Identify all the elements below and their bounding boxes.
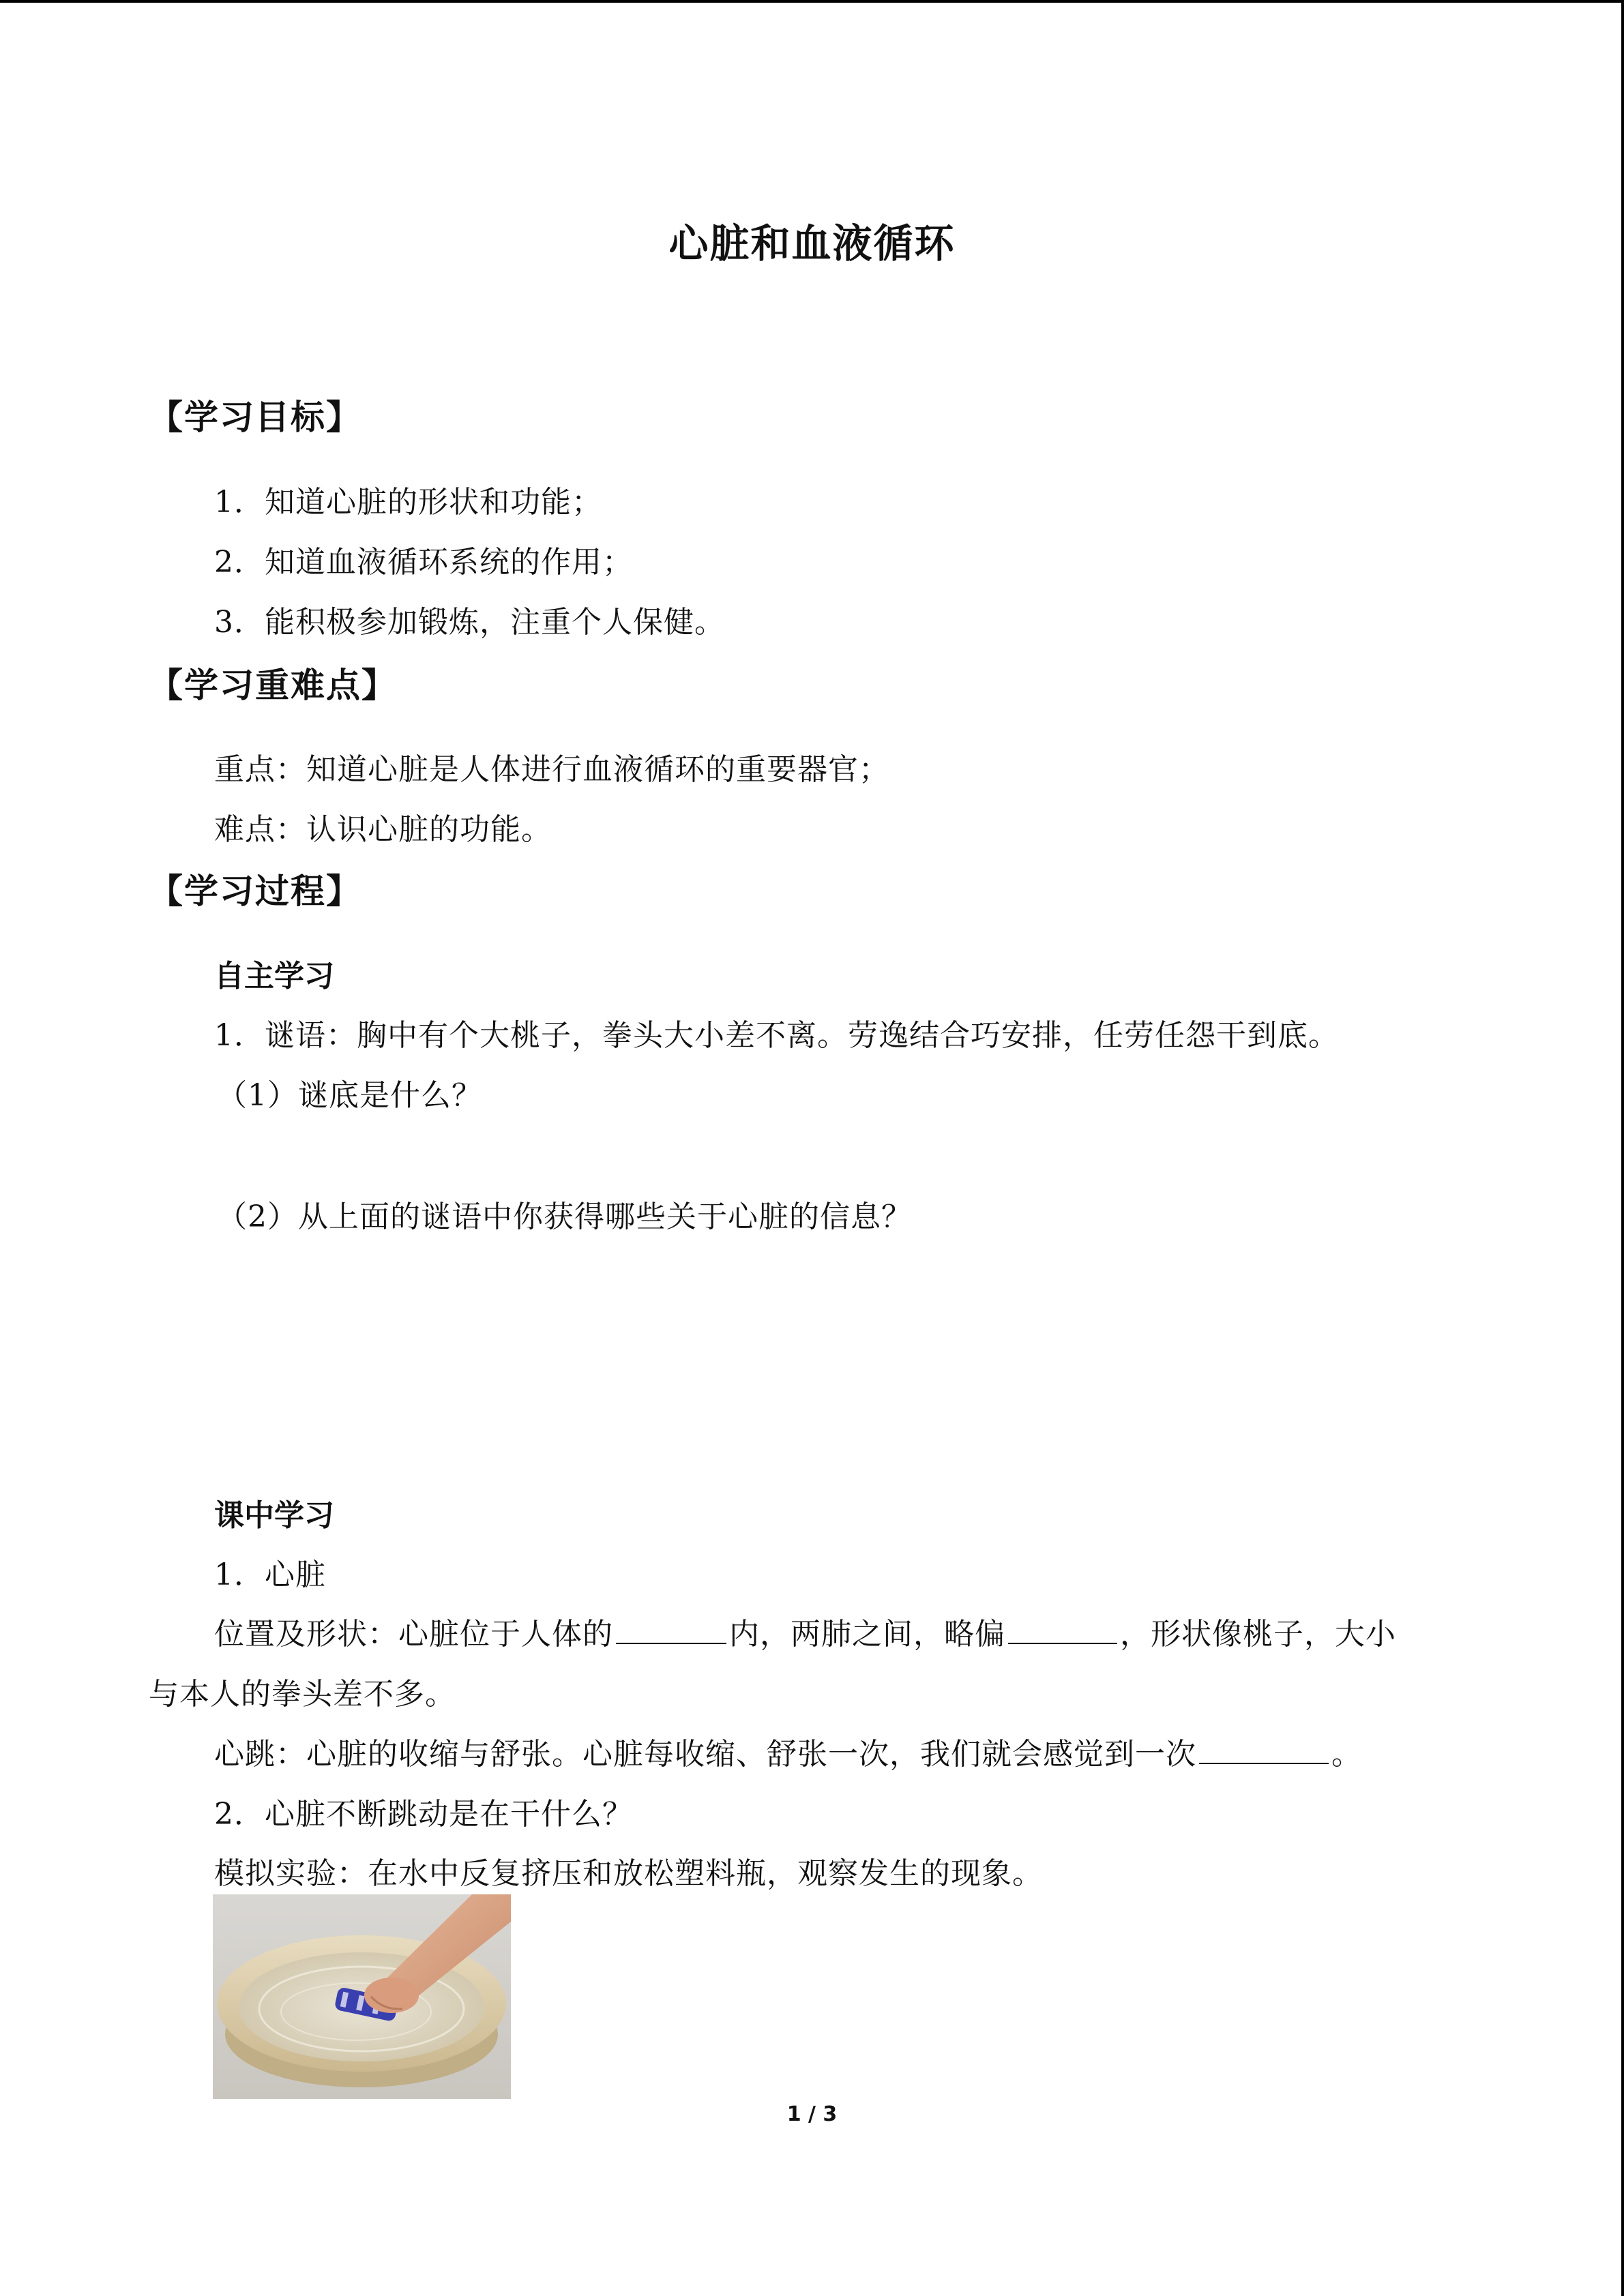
subheading-class-study: 课中学习 (214, 1498, 334, 1533)
fill-blank-heartbeat[interactable] (1199, 1735, 1329, 1764)
question-1: （1）谜底是什么？ (217, 1078, 482, 1113)
position-shape-line (214, 1609, 1396, 1653)
subheading-self-study: 自主学习 (214, 959, 334, 994)
section-heading-process: 【学习过程】 (149, 871, 361, 911)
objective-item: 1．知道心脏的形状和功能； (214, 485, 602, 520)
heartbeat-end: 。 (1331, 1737, 1362, 1772)
experiment-text: 模拟实验：在水中反复挤压和放松塑料瓶，观察发生的现象。 (214, 1856, 1043, 1891)
position-text-part3: ，形状像桃子，大小 (1120, 1617, 1396, 1652)
section-heading-key-points: 【学习重难点】 (149, 666, 397, 705)
question-2: （2）从上面的谜语中你获得哪些关于心脏的信息？ (217, 1199, 912, 1234)
heartbeat-line (214, 1729, 1362, 1773)
page-number: 1 / 3 (786, 2102, 838, 2126)
fill-blank-location[interactable] (616, 1615, 726, 1644)
objective-item: 3．能积极参加锻炼，注重个人保健。 (214, 605, 725, 640)
item-heart: 1．心脏 (214, 1557, 326, 1592)
position-shape-continuation: 与本人的拳头差不多。 (149, 1677, 456, 1712)
position-text-part1: 位置及形状：心脏位于人体的 (214, 1617, 613, 1652)
section-heading-objectives: 【学习目标】 (149, 398, 361, 437)
page-title: 心脏和血液循环 (668, 220, 956, 267)
key-point-item: 重点：知道心脏是人体进行血液循环的重要器官； (214, 752, 889, 787)
experiment-photo (213, 1894, 511, 2099)
objective-item: 2．知道血液循环系统的作用； (214, 545, 633, 580)
key-point-item: 难点：认识心脏的功能。 (214, 812, 552, 847)
riddle-text: 1．谜语：胸中有个大桃子，拳头大小差不离。劳逸结合巧安排，任劳任怨干到底。 (214, 1018, 1339, 1053)
fill-blank-side[interactable] (1008, 1615, 1117, 1644)
position-text-part2: 内，两肺之间，略偏 (729, 1617, 1005, 1652)
item-question-heart: 2．心脏不断跳动是在干什么？ (214, 1797, 633, 1832)
heartbeat-text: 心跳：心脏的收缩与舒张。心脏每收缩、舒张一次，我们就会感觉到一次 (214, 1737, 1196, 1772)
